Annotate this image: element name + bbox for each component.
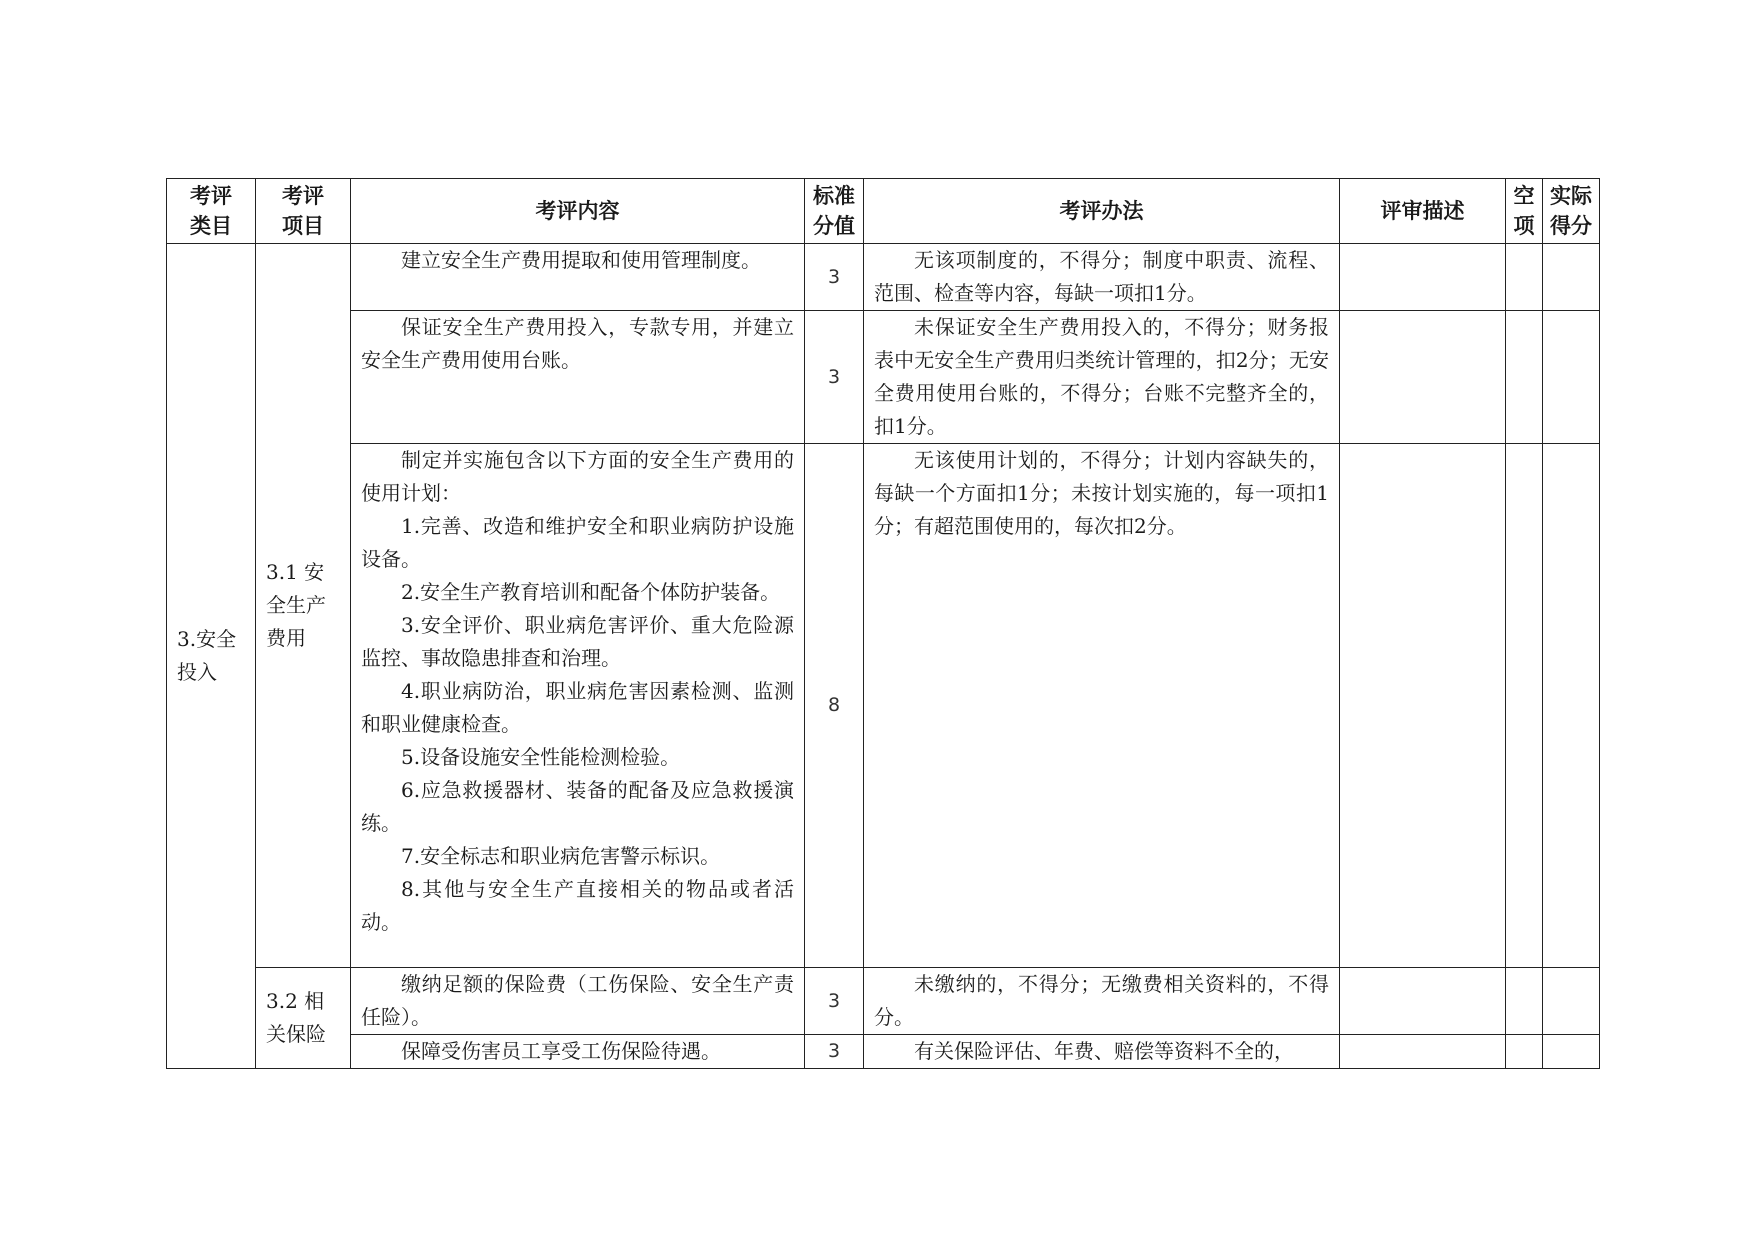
header-item: 考评 项目 bbox=[256, 179, 351, 244]
item-cell-3-2: 3.2 相关保险 bbox=[256, 968, 351, 1069]
header-category: 考评 类目 bbox=[167, 179, 256, 244]
score-cell: 8 bbox=[805, 444, 864, 968]
content-cell: 制定并实施包含以下方面的安全生产费用的使用计划： 1.完善、改造和维护安全和职业病防护设施设备。 2.安全生产教育培训和配备个体防护装备。 3.安全评价、职业病危害评价、重大危险源监控、事故隐患排查和治理。 4.职业病防治，职业病危害因素检测、监测和职业健康检查。 5.设备设施安全性能检测检验。 6.应急救援器材、装备的配备及应急救援演练。 7.安全标志和职业病危害警示标识。 8.其他与安全生产直接相关的物品或者活动。 bbox=[351, 444, 805, 968]
review-cell[interactable] bbox=[1340, 968, 1506, 1035]
header-content: 考评内容 bbox=[351, 179, 805, 244]
actual-score-cell[interactable] bbox=[1543, 244, 1600, 311]
score-cell: 3 bbox=[805, 311, 864, 444]
header-score: 标准 分值 bbox=[805, 179, 864, 244]
blank-cell[interactable] bbox=[1506, 1035, 1543, 1069]
table-row bbox=[167, 444, 1600, 968]
blank-cell[interactable] bbox=[1506, 311, 1543, 444]
item-cell-3-1: 3.1 安全生产费用 bbox=[256, 244, 351, 968]
table-row bbox=[167, 1035, 1600, 1069]
header-blank: 空 项 bbox=[1506, 179, 1543, 244]
header-review: 评审描述 bbox=[1340, 179, 1506, 244]
content-cell: 保障受伤害员工享受工伤保险待遇。 bbox=[351, 1035, 805, 1069]
evaluation-table bbox=[166, 178, 1600, 1069]
actual-score-cell[interactable] bbox=[1543, 444, 1600, 968]
actual-score-cell[interactable] bbox=[1543, 1035, 1600, 1069]
actual-score-cell[interactable] bbox=[1543, 311, 1600, 444]
blank-cell[interactable] bbox=[1506, 244, 1543, 311]
header-method: 考评办法 bbox=[864, 179, 1340, 244]
method-cell: 未保证安全生产费用投入的，不得分；财务报表中无安全生产费用归类统计管理的，扣2分；无安全费用使用台账的，不得分；台账不完整齐全的，扣1分。 bbox=[864, 311, 1340, 444]
actual-score-cell[interactable] bbox=[1543, 968, 1600, 1035]
table-row bbox=[167, 968, 1600, 1035]
header-row bbox=[167, 179, 1600, 244]
method-cell: 未缴纳的，不得分；无缴费相关资料的，不得分。 bbox=[864, 968, 1340, 1035]
table-row bbox=[167, 244, 1600, 311]
method-cell: 无该项制度的，不得分；制度中职责、流程、范围、检查等内容，每缺一项扣1分。 bbox=[864, 244, 1340, 311]
header-actual: 实际 得分 bbox=[1543, 179, 1600, 244]
score-cell: 3 bbox=[805, 244, 864, 311]
blank-cell[interactable] bbox=[1506, 968, 1543, 1035]
score-cell: 3 bbox=[805, 1035, 864, 1069]
method-cell: 无该使用计划的，不得分；计划内容缺失的，每缺一个方面扣1分；未按计划实施的，每一项扣1分；有超范围使用的，每次扣2分。 bbox=[864, 444, 1340, 968]
score-cell: 3 bbox=[805, 968, 864, 1035]
content-cell: 缴纳足额的保险费（工伤保险、安全生产责任险）。 bbox=[351, 968, 805, 1035]
method-cell: 有关保险评估、年费、赔偿等资料不全的， bbox=[864, 1035, 1340, 1069]
table-row bbox=[167, 311, 1600, 444]
category-cell: 3.安全投入 bbox=[167, 244, 256, 1069]
review-cell[interactable] bbox=[1340, 244, 1506, 311]
blank-cell[interactable] bbox=[1506, 444, 1543, 968]
review-cell[interactable] bbox=[1340, 1035, 1506, 1069]
review-cell[interactable] bbox=[1340, 311, 1506, 444]
review-cell[interactable] bbox=[1340, 444, 1506, 968]
content-cell: 保证安全生产费用投入，专款专用，并建立安全生产费用使用台账。 bbox=[351, 311, 805, 444]
content-cell: 建立安全生产费用提取和使用管理制度。 bbox=[351, 244, 805, 311]
